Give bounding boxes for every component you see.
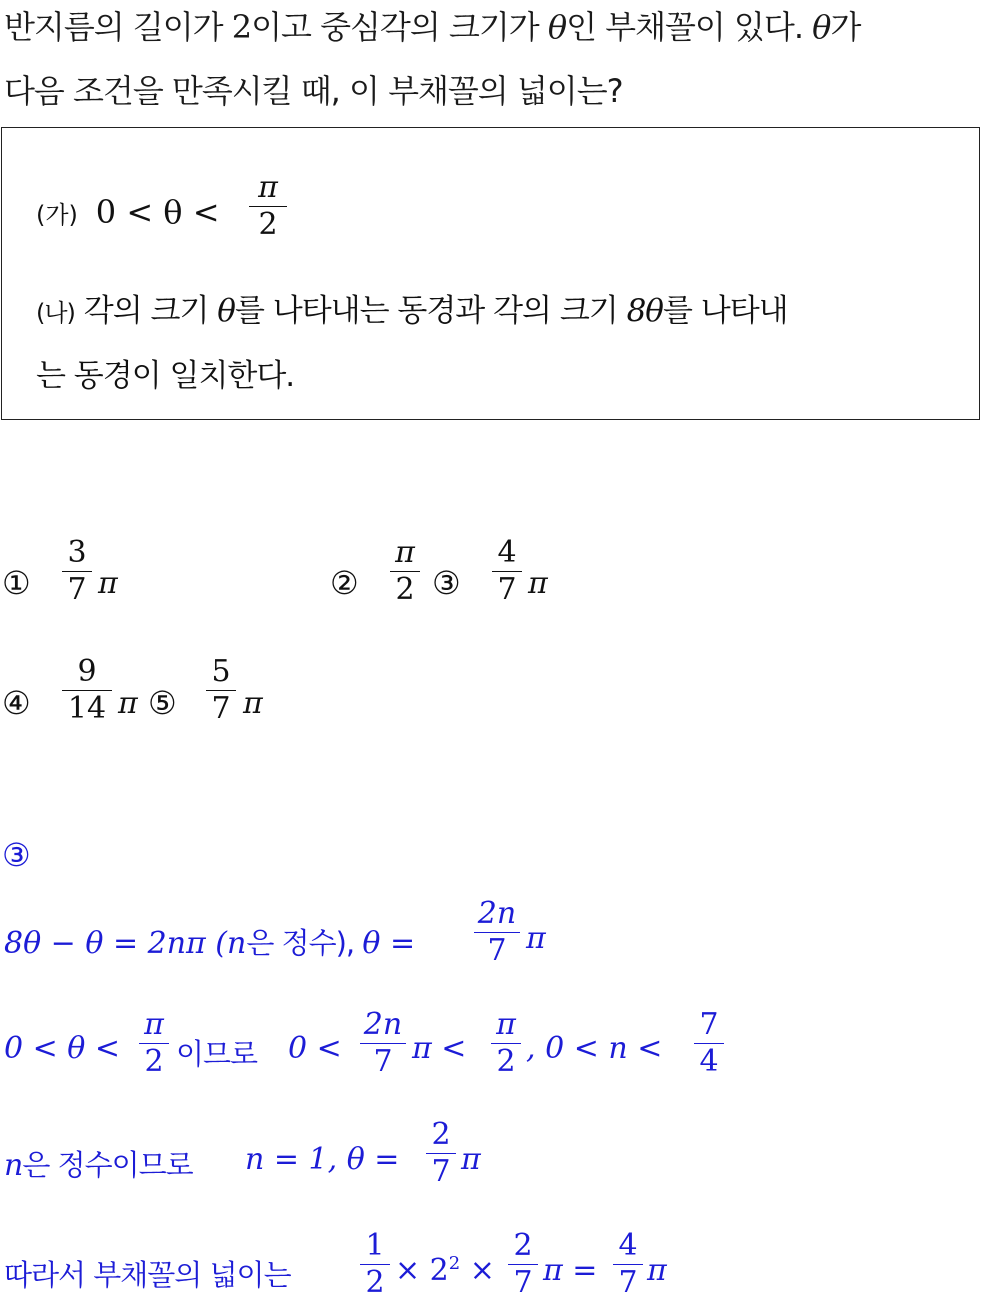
fraction-denominator: 7 (497, 572, 517, 607)
fraction-denominator: 7 (431, 1154, 451, 1189)
solution-line-2-fraction-4 (694, 1007, 724, 1079)
question-line-1 (4, 2, 860, 48)
fraction-denominator: 7 (211, 691, 231, 726)
radius-value: 2 (231, 8, 252, 46)
fraction-denominator: 7 (67, 572, 87, 607)
solution-text: 은 정수이므로 (22, 1148, 193, 1182)
solution-line-2-a: 0 < θ < (4, 1031, 121, 1066)
fraction-denominator: 4 (699, 1044, 719, 1079)
fraction-denominator: 7 (513, 1265, 533, 1300)
fraction-numerator: π (496, 1007, 516, 1042)
fraction-numerator: 2n (363, 1007, 403, 1042)
condition-ga-expr: 0 < θ < (95, 193, 220, 231)
solution-line-2-fraction-2 (360, 1007, 406, 1079)
solution-math: × 2 (395, 1253, 449, 1288)
choice-4-pi: π (118, 686, 138, 721)
theta-symbol: θ (217, 293, 235, 329)
solution-line-4-mid (395, 1253, 495, 1288)
fraction-numerator: 4 (618, 1228, 638, 1263)
solution-line-4-fraction-3 (613, 1228, 643, 1300)
theta-symbol: θ (812, 8, 831, 46)
theta-symbol: θ (547, 8, 567, 46)
fraction-numerator: 2 (431, 1117, 451, 1152)
fraction-numerator: 2n (477, 896, 517, 931)
solution-line-3-pi: π (461, 1142, 481, 1177)
solution-text: 은 정수), (246, 926, 363, 960)
fraction-denominator: 14 (67, 691, 107, 726)
question-text: 인 부채꼴이 있다. (566, 8, 813, 46)
fraction-denominator: 2 (144, 1044, 164, 1079)
choice-5-pi: π (243, 686, 263, 721)
solution-line-4-text: 따라서 부채꼴의 넓이는 (4, 1258, 291, 1292)
solution-line-3-fraction (426, 1117, 456, 1189)
eight-theta: 8θ (626, 293, 663, 329)
solution-math: n (4, 1148, 23, 1183)
choice-3-pi: π (528, 566, 548, 601)
exponent: 2 (448, 1253, 461, 1274)
solution-line-4-fraction-2 (508, 1228, 538, 1300)
condition-na-label: (나) (36, 299, 75, 327)
choice-1-pi: π (98, 566, 118, 601)
solution-math: 8θ − θ = 2nπ ( (4, 926, 227, 961)
question-text: 반지름의 길이가 (4, 8, 232, 46)
solution-line-4-fraction-1 (360, 1228, 390, 1300)
solution-math: n (227, 926, 247, 961)
solution-math: θ = (362, 926, 416, 961)
fraction-denominator: 2 (365, 1265, 385, 1300)
fraction-numerator: 3 (67, 535, 87, 570)
question-text: 가 (830, 8, 861, 46)
condition-text: 를 나타내는 동경과 각의 크기 (234, 293, 627, 329)
condition-na-line-1 (36, 285, 788, 330)
solution-line-2-fraction-1 (139, 1007, 169, 1079)
choice-1-fraction[interactable] (62, 535, 92, 607)
solution-line-2-text: 이므로 (176, 1037, 258, 1071)
question-line-2: 다음 조건을 만족시킬 때, 이 부채꼴의 넓이는? (4, 72, 623, 110)
condition-ga-fraction (249, 170, 287, 242)
fraction-denominator: 2 (258, 207, 278, 242)
condition-na-line-2: 는 동경이 일치한다. (36, 358, 295, 394)
solution-line-1 (4, 921, 415, 962)
solution-line-4-pi: π (647, 1253, 667, 1288)
fraction-denominator: 2 (395, 572, 415, 607)
choice-4-mark[interactable]: ④ (2, 684, 31, 722)
choice-4-fraction[interactable] (62, 654, 112, 726)
answer-mark: ③ (2, 836, 31, 874)
fraction-denominator: 7 (487, 933, 507, 968)
fraction-numerator: 4 (497, 535, 517, 570)
choice-1-mark[interactable]: ① (2, 564, 31, 602)
fraction-denominator: 7 (373, 1044, 393, 1079)
condition-text: 를 나타내 (662, 293, 788, 329)
fraction-denominator: 7 (618, 1265, 638, 1300)
solution-math: × (469, 1253, 495, 1288)
fraction-numerator: 7 (699, 1007, 719, 1042)
solution-line-4-eq: π = (543, 1253, 598, 1288)
solution-line-1-pi: π (526, 921, 546, 956)
fraction-numerator: π (258, 170, 278, 205)
choice-5-mark[interactable]: ⑤ (148, 684, 177, 722)
solution-line-2-b: 0 < (288, 1031, 342, 1066)
fraction-numerator: 5 (211, 654, 231, 689)
solution-line-2-c: π < (412, 1031, 467, 1066)
fraction-denominator: 2 (496, 1044, 516, 1079)
condition-ga-label: (가) (36, 201, 78, 229)
condition-ga (36, 193, 220, 231)
fraction-numerator: π (144, 1007, 164, 1042)
choice-3-mark[interactable]: ③ (432, 564, 461, 602)
solution-line-3-eq: n = 1, θ = (245, 1142, 400, 1177)
solution-line-1-fraction (474, 896, 520, 968)
choice-2-fraction[interactable] (390, 535, 420, 607)
choice-5-fraction[interactable] (206, 654, 236, 726)
solution-line-3 (4, 1143, 193, 1184)
solution-line-2-d: , 0 < n < (526, 1031, 663, 1066)
fraction-numerator: 2 (513, 1228, 533, 1263)
choice-2-mark[interactable]: ② (330, 564, 359, 602)
fraction-numerator: 1 (365, 1228, 385, 1263)
question-text: 이고 중심각의 크기가 (251, 8, 548, 46)
choice-3-fraction[interactable] (492, 535, 522, 607)
fraction-numerator: 9 (77, 654, 97, 689)
solution-line-2-fraction-3 (491, 1007, 521, 1079)
condition-text: 각의 크기 (83, 293, 218, 329)
fraction-numerator: π (395, 535, 415, 570)
